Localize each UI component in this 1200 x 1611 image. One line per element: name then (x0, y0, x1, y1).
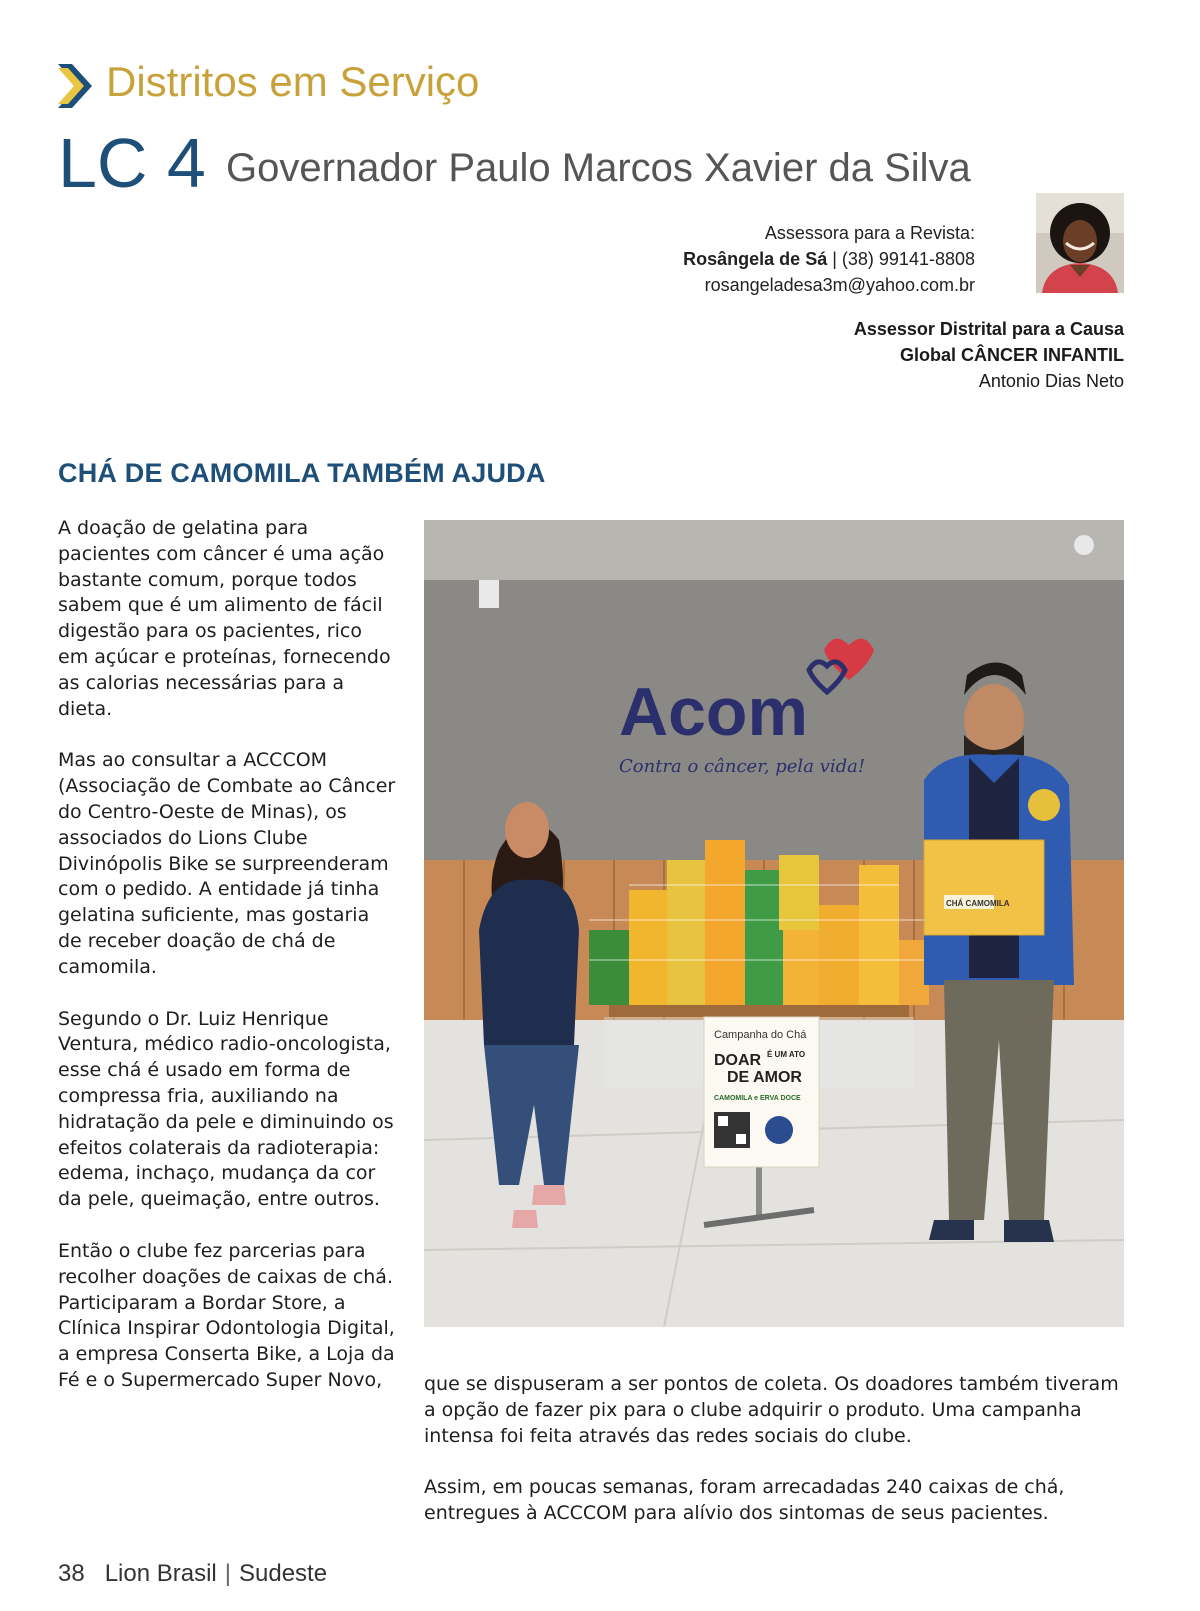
left-column (58, 516, 398, 1420)
paragraph: Segundo o Dr. Luiz Henrique Ventura, médico radio-oncologista, esse chá é usado em forma de compressa fria, auxiliando na hidratação da pele e diminuindo os efeitos colaterais da radioterapia: edema, inchaço, mudança da cor da pele, queimação, entre outros. (58, 1007, 394, 1211)
contact-name: Rosângela de Sá (683, 249, 828, 269)
contact-phone: | (38) 99141-8808 (827, 249, 975, 269)
photo-wall-slogan: Contra o câncer, pela vida! (619, 756, 866, 777)
cause-block (664, 316, 1124, 394)
magazine-name: Lion Brasil (104, 1560, 217, 1587)
contact-role: Assessora para a Revista: (764, 223, 975, 243)
right-column (424, 1372, 1124, 1553)
governor-name: Governador Paulo Marcos Xavier da Silva (226, 146, 971, 190)
photo-sign-line1: DOAR (714, 1052, 762, 1069)
paragraph: Então o clube fez parcerias para recolher doações de caixas de chá. Participaram a Bordar Store, a Clínica Inspirar Odontologia Digital, a empresa Conserta Bike, a Loja da Fé e o Supermercado Super Novo, (58, 1239, 395, 1391)
page-footer (58, 1560, 327, 1588)
photo-box-label: CHÁ CAMOMILA (946, 899, 1010, 908)
footer-separator: | (224, 1560, 231, 1587)
page-number: 38 (58, 1560, 85, 1587)
photo-wall-logo: Acom (619, 674, 808, 750)
cause-title-line2: Global CÂNCER INFANTIL (900, 345, 1124, 365)
district-code: LC 4 (58, 124, 206, 202)
cause-title-line1: Assessor Distrital para a Causa (853, 319, 1124, 339)
contact-email: rosangeladesa3m@yahoo.com.br (704, 275, 975, 295)
photo-sign-sub: CAMOMILA e ERVA DOCE (714, 1095, 801, 1102)
contact-line (555, 246, 975, 272)
paragraph: que se dispuseram a ser pontos de coleta. Os doadores também tiveram a opção de fazer pix para o clube adquirir o produto. Uma campanha intensa foi feita através das redes sociais do clube. (424, 1373, 1119, 1447)
contact-portrait (1036, 193, 1124, 293)
paragraph: A doação de gelatina para pacientes com câncer é uma ação bastante comum, porque todos sabem que é um alimento de fácil digestão para os pacientes, rico em açúcar e proteínas, fornecendo as calorias necessárias para a dieta. (58, 517, 391, 720)
section-title: Distritos em Serviço (106, 58, 480, 105)
photo-sign-title: Campanha do Chá (714, 1029, 807, 1041)
article-photo (424, 520, 1124, 1327)
article-heading: CHÁ DE CAMOMILA TAMBÉM AJUDA (58, 458, 546, 488)
paragraph: Mas ao consultar a ACCCOM (Associação de Combate ao Câncer do Centro-Oeste de Minas), os associados do Lions Clube Divinópolis Bike se surpreenderam com o pedido. A entidade já tinha gelatina suficiente, mas gostaria de receber doação de chá de camomila. (58, 749, 396, 978)
section-arrow-icon (58, 64, 100, 108)
paragraph: Assim, em poucas semanas, foram arrecadadas 240 caixas de chá, entregues à ACCCOM para alívio dos sintomas de seus pacientes. (424, 1476, 1065, 1525)
contact-block (555, 220, 975, 298)
photo-sign-line3: DE AMOR (727, 1069, 802, 1086)
photo-sign-line2: É UM ATO (767, 1050, 806, 1059)
cause-name: Antonio Dias Neto (978, 371, 1124, 391)
magazine-region: Sudeste (239, 1560, 328, 1587)
